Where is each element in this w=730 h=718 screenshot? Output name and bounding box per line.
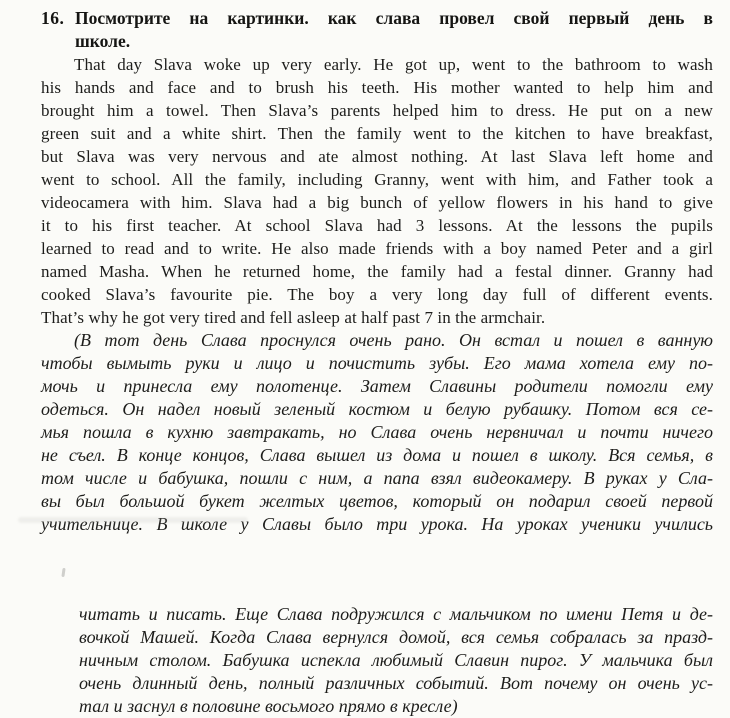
text-line: мья пошла в кухню завтракать, но Слава очень нервничал и почти ничего <box>41 422 713 442</box>
text-line: школе. <box>75 31 131 51</box>
scan-smudge <box>18 517 248 523</box>
text-line: named Masha. When he returned home, the family had a festal dinner. Granny had <box>41 262 713 281</box>
text-line: brought him a towel. Then Slava’s parents helped him to dress. He put on a new <box>41 101 713 120</box>
text-line: одеться. Он надел новый зеленый костюм и белую рубашку. Потом вся се- <box>41 399 713 419</box>
text-line: не съел. В конце концов, Слава вышел из дома и пошел в школу. Вся семья, в <box>41 445 713 465</box>
text-line: тал и заснул в половине восьмого прямо в кресле) <box>79 696 458 716</box>
russian-translation-continued <box>79 603 713 718</box>
text-line: learned to read and to write. He also made friends with a boy named Peter and a girl <box>41 239 713 258</box>
english-paragraph <box>41 53 713 329</box>
text-line: That’s why he got very tired and fell asleep at half past 7 in the armchair. <box>41 308 546 327</box>
text-line: читать и писать. Еще Слава подружился с мальчиком по имени Петя и де- <box>79 604 713 624</box>
russian-translation-paragraph <box>41 329 713 536</box>
text-line: вы был большой букет желтых цветов, который он подарил своей первой <box>41 491 713 511</box>
text-line: (В тот день Слава проснулся очень рано. Он встал и пошел в ванную <box>74 330 713 350</box>
exercise-number: 16. <box>41 8 65 28</box>
scan-artifact <box>61 568 65 577</box>
text-line: cooked Slava’s favourite pie. The boy a very long day full of different events. <box>41 285 713 304</box>
text-line: мочь и принесла ему полотенце. Затем Славины родители помогли ему <box>41 376 713 396</box>
exercise-heading <box>41 7 713 53</box>
text-line: том числе и бабушка, пошли с ним, а папа взял видеокамеру. В руках у Сла- <box>41 468 713 488</box>
text-line: ничным столом. Бабушка испекла любимый Славин пирог. У мальчика был <box>79 650 713 670</box>
exercise-title <box>75 7 713 53</box>
text-line: чтобы вымыть руки и лицо и почистить зубы. Его мама хотела ему по- <box>41 353 713 373</box>
text-line: вочкой Машей. Когда Слава вернулся домой, вся семья собралась за празд- <box>79 627 713 647</box>
text-line: it to his first teacher. At school Slava had 3 lessons. At the lessons the pupils <box>41 216 713 235</box>
text-line: Посмотрите на картинки. как слава провел свой первый день в <box>75 8 713 28</box>
text-line: videocamera with him. Slava had a big bunch of yellow flowers in his hand to give <box>41 193 713 212</box>
text-line: his hands and face and to brush his teeth. His mother wanted to help him and <box>41 78 713 97</box>
text-line: учительнице. В школе у Славы было три урока. На уроках ученики учились <box>41 514 713 534</box>
text-line: went to school. All the family, including Granny, went with him, and Father took a <box>41 170 713 189</box>
text-line: green suit and a white shirt. Then the family went to the kitchen to have breakfast, <box>41 124 713 143</box>
text-line: очень длинный день, полный различных событий. Вот почему он очень ус- <box>79 673 713 693</box>
text-line: That day Slava woke up very early. He got up, went to the bathroom to wash <box>74 55 713 74</box>
text-line: but Slava was very nervous and ate almost nothing. At last Slava left home and <box>41 147 713 166</box>
